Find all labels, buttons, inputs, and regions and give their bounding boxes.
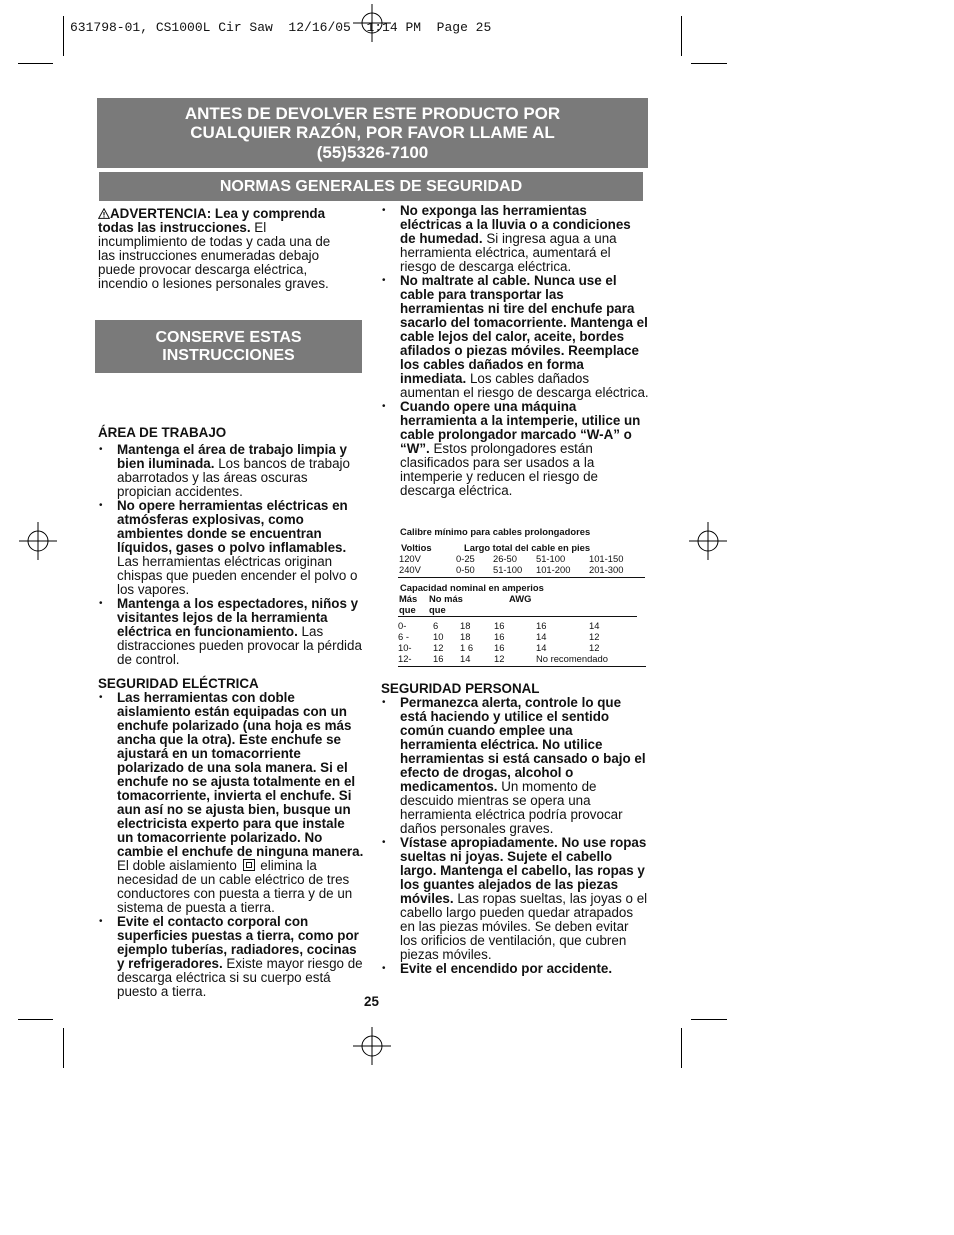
table-cell: 201-300 [589, 564, 624, 575]
table-row [398, 642, 648, 653]
list-item [381, 274, 649, 400]
item-bold: Permanezca alerta, controle lo que está haciendo y utilice el sentido común cuando emplee una herramienta eléctrica. No utilice herramientas si está cansado o bajo el efecto de drogas, alcohol o medicamentos. [400, 695, 646, 794]
print-slug: 631798-01, CS1000L Cir Saw 12/16/05 1:14 PM Page 25 [70, 20, 492, 35]
table-cell: 12 [433, 642, 444, 653]
crop-mark [18, 1019, 53, 1020]
table-cell: 0-25 [456, 553, 475, 564]
list-item [381, 204, 649, 274]
table-cell: 51-100 [536, 553, 566, 564]
table-cell: 1 6 [460, 642, 474, 653]
list-item [98, 691, 364, 915]
table-cell: 51-100 [493, 564, 523, 575]
item-bold: No opere herramientas eléctricas en atmósferas explosivas, como ambientes donde se encuentran líquidos, gases o polvo inflamables. [117, 498, 348, 555]
table-header: AWG [509, 593, 532, 604]
item-text: Los bancos de trabajo abarrotados y las áreas oscuras propician accidentes. [117, 456, 350, 499]
list-item [381, 962, 649, 976]
area-list [98, 443, 364, 667]
amperage-table-body [398, 620, 648, 664]
item-text: Existe mayor riesgo de descarga eléctrica si su cuerpo está puesto a tierra. [117, 956, 363, 999]
crop-mark [681, 1028, 682, 1068]
crop-mark [691, 1019, 727, 1020]
list-item [381, 836, 649, 962]
table-cell: 0- [398, 620, 407, 631]
item-text: Las ropas sueltas, las joyas o el cabello largo pueden quedar atrapados en las piezas móviles. Se deben evitar los orificios de ventilación, que cubren piezas móviles. [400, 891, 648, 962]
table-header: que [429, 604, 446, 615]
table-cell: 16 [536, 620, 547, 631]
table-cell: 12 [589, 642, 600, 653]
table-cell: 18 [460, 631, 471, 642]
table-header: No más [429, 593, 463, 604]
personal-list [381, 696, 649, 976]
table-row [399, 564, 645, 575]
page-number: 25 [364, 994, 379, 1009]
item-bold: Evite el encendido por accidente. [400, 961, 613, 976]
right-column [381, 204, 649, 498]
table-cell: 240V [399, 564, 421, 575]
registration-mark-icon [353, 1027, 391, 1065]
registration-mark-icon [689, 522, 727, 560]
warning-paragraph [98, 207, 364, 291]
item-text: Las herramientas eléctricas originan chispas que pueden encender el polvo o los vapores. [117, 554, 358, 597]
warning-text: El incumplimiento de todas y cada una de las instrucciones enumeradas debajo puede provocar descarga eléctrica, incendio o lesiones personales graves. [98, 220, 331, 291]
table-cell: 16 [494, 642, 505, 653]
conserve-line: INSTRUCCIONES [162, 346, 295, 364]
item-bold: Vístase apropiadamente. No use ropas sueltas ni joyas. Sujete el cabello largo. Mantenga el cabello, las ropas y los guantes alejados de las piezas móviles. [400, 835, 647, 906]
table-cell: 12 [589, 631, 600, 642]
table-row [398, 653, 648, 664]
table-header: que [399, 604, 416, 615]
table-cell: 6 - [398, 631, 409, 642]
electrica-list [98, 691, 364, 999]
list-item [98, 597, 364, 667]
right-list [381, 204, 649, 498]
list-item [98, 915, 364, 999]
table-rule [398, 616, 637, 617]
table-cell: 16 [433, 653, 444, 664]
crop-mark [63, 16, 64, 56]
item-text: Si ingresa agua a una herramienta eléctrica, aumentará el riesgo de descarga eléctrica. [400, 231, 617, 274]
item-bold: No exponga las herramientas eléctricas a la lluvia o a condiciones de humedad. [400, 203, 631, 246]
item-bold: Evite el contacto corporal con superficies puestas a tierra, como por ejemplo tuberías, radiadores, cocinas y refrigeradores. [117, 914, 359, 971]
call-before-return-banner [97, 98, 648, 168]
table-cell: 14 [536, 642, 547, 653]
crop-mark [63, 1028, 64, 1068]
table-cell: 0-50 [456, 564, 475, 575]
table-cell: 120V [399, 553, 421, 564]
table-header: Largo total del cable en pies [464, 542, 591, 553]
table-rule [398, 577, 645, 578]
double-insulation-icon [243, 859, 255, 871]
table-cell: 14 [536, 631, 547, 642]
table-cell: No recomendado [536, 653, 608, 664]
conserve-line: CONSERVE ESTAS [155, 329, 302, 346]
section-title: NORMAS GENERALES DE SEGURIDAD [99, 172, 643, 201]
table-cell: 16 [494, 620, 505, 631]
table-cell: 14 [589, 620, 600, 631]
table-cell: 101-150 [589, 553, 624, 564]
table-cell: 12 [494, 653, 505, 664]
extension-cord-table [399, 542, 645, 575]
item-bold: No maltrate al cable. Nunca use el cable para transportar las herramientas ni tire del enchufe para sacarlo del tomacorriente. Mantenga el cable lejos del calor, aceite, bordes afilados o piezas móviles. Reemplace los cables dañados en forma inmediata. [400, 273, 648, 386]
item-text: elimina la necesidad de un cable eléctrico de tres conductores con puesta a tierra y de un sistema de puesta a tierra. [117, 858, 353, 915]
warning-bold: ADVERTENCIA: Lea y comprenda todas las instrucciones. [98, 206, 326, 235]
registration-mark-icon [353, 4, 391, 42]
conserve-instructions-box [95, 320, 362, 373]
item-bold: Las herramientas con doble aislamiento están equipadas con un enchufe polarizado (una hoja es más ancha que la otra). Este enchufe se ajustará en un tomacorriente polarizado de una sola manera. Si el enchufe no se ajusta totalmente en el tomacorriente, invierta el enchufe. Si aun así no se ajusta bien, busque un electricista experto para que instale un tomacorriente polarizado. No cambie el enchufe de ninguna manera. [117, 690, 364, 859]
banner-line: ANTES DE DEVOLVER ESTE PRODUCTO POR [184, 103, 561, 123]
table-row [398, 620, 648, 631]
item-bold: Cuando opere una máquina herramienta a la intemperie, utilice un cable prolongador marcado “W-A” o “W”. [400, 399, 641, 456]
table-row [399, 553, 645, 564]
table-cell: 6 [433, 620, 439, 631]
personal-section [381, 682, 649, 976]
crop-mark [681, 16, 682, 56]
personal-heading: SEGURIDAD PERSONAL [381, 681, 540, 696]
electrica-heading: SEGURIDAD ELÉCTRICA [98, 676, 259, 691]
warning-triangle-icon [98, 208, 110, 219]
table-header: Voltios [401, 542, 432, 553]
crop-mark [691, 63, 727, 64]
item-text: Un momento de descuido mientras se opera una herramienta eléctrica podría provocar daños personales graves. [400, 779, 623, 836]
table-rule [398, 666, 646, 667]
item-text: Los cables dañados aumentan el riesgo de descarga eléctrica. [400, 371, 649, 400]
list-item [381, 400, 649, 498]
table-cell: 12- [398, 653, 412, 664]
list-item [98, 443, 364, 499]
item-bold: Mantenga el área de trabajo limpia y bien iluminada. [117, 442, 347, 471]
table2-caption: Capacidad nominal en amperios [400, 582, 544, 593]
list-item [98, 499, 364, 597]
table-cell: 14 [460, 653, 471, 664]
area-heading: ÁREA DE TRABAJO [98, 425, 227, 440]
item-text: Estos prolongadores están clasificados para ser usados a la intemperie y reducen el riesgo de descarga eléctrica. [400, 441, 598, 498]
table-cell: 16 [494, 631, 505, 642]
table1-caption: Calibre mínimo para cables prolongadores [400, 526, 591, 537]
table-cell: 101-200 [536, 564, 571, 575]
banner-phone: (55)5326-7100 [316, 142, 429, 162]
table-cell: 26-50 [493, 553, 517, 564]
list-item [381, 696, 649, 836]
table-header: Más [399, 593, 418, 604]
banner-line: CUALQUIER RAZÓN, POR FAVOR LLAME AL [190, 123, 555, 143]
item-text: El doble aislamiento [117, 858, 241, 873]
crop-mark [18, 63, 53, 64]
item-bold: Mantenga a los espectadores, niños y visitantes lejos de la herramienta eléctrica en funcionamiento. [117, 596, 359, 639]
registration-mark-icon [19, 522, 57, 560]
table-cell: 10- [398, 642, 412, 653]
amperage-table [399, 593, 639, 615]
table-cell: 18 [460, 620, 471, 631]
item-text: Las distracciones pueden provocar la pérdida de control. [117, 624, 362, 667]
table-cell: 10 [433, 631, 444, 642]
table-row [398, 631, 648, 642]
